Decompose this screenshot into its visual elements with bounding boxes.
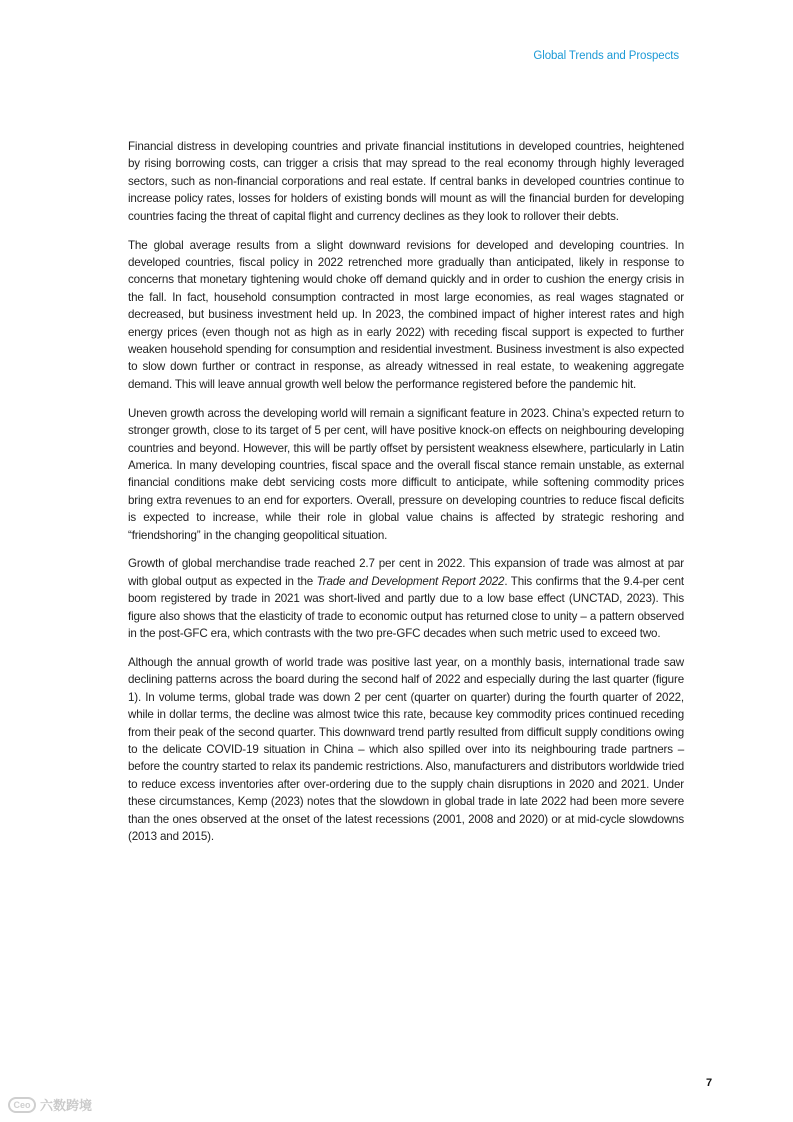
paragraph-4-after: . This confirms that the 9.4-per cent boom registered by trade in 2021 was short-lived and partly due to a low base effect (UNCTAD, 2023). This figure also shows that the elasticity of trade to economic output has returned close to unity – a pattern observed in the post-GFC era, which contrasts with the two pre-GFC decades when such metric used to exceed two. <box>128 574 684 641</box>
watermark <box>8 1095 92 1114</box>
paragraph-4-before: Growth of global merchandise trade reached 2.7 per cent in 2022. This expansion of trade was almost at par with global output as expected in the <box>128 557 684 588</box>
watermark-text: 六数跨境 <box>40 1098 93 1113</box>
body-text <box>128 138 684 857</box>
paragraph-3: Uneven growth across the developing world will remain a significant feature in 2023. China’s expected return to stronger growth, close to its target of 5 per cent, will have positive knock-on effects on neighbouring developing countries and beyond. However, this will be partly offset by persistent weakness elsewhere, particularly in Latin America. In many developing countries, fiscal space and the overall fiscal stance remain unstable, as external financial conditions make debt servicing costs more difficult to anticipate, while softening commodity prices bring extra revenues to an end for exporters. Overall, pressure on developing countries to reduce fiscal deficits is expected to increase, while their role in global value chains is affected by strategic reshoring and “friendshoring” in the changing geopolitical situation. <box>128 406 684 542</box>
report-title: Trade and Development Report 2022 <box>316 574 505 588</box>
paragraph-4 <box>128 555 684 642</box>
running-header: Global Trends and Prospects <box>533 50 679 62</box>
paragraph-2: The global average results from a slight downward revisions for developed and developing countries. In developed countries, fiscal policy in 2022 retrenched more gradually than anticipated, likely in response to concerns that monetary tightening would choke off demand quickly and in order to cushion the energy crisis in the fall. In fact, household consumption contracted in most large economies, as real wages stagnated or decreased, but business investment held up. In 2023, the combined impact of higher interest rates and high energy prices (even though not as high as in early 2022) with receding fiscal support is expected to further weaken household spending for consumption and residential investment. Business investment is also expected to slow down further or contract in response, as already witnessed in real estate, to weakening aggregate demand. This will leave annual growth well below the performance registered before the pandemic hit. <box>128 238 684 391</box>
page-number: 7 <box>706 1077 713 1089</box>
paragraph-5: Although the annual growth of world trade was positive last year, on a monthly basis, international trade saw declining patterns across the board during the second half of 2022 and especially during the last quarter (figure 1). In volume terms, global trade was down 2 per cent (quarter on quarter) during the fourth quarter of 2022, while in dollar terms, the decline was almost twice this rate, because key commodity prices continued receding from their peak of the second quarter. This downward trend partly resulted from difficult supply conditions owing to the delicate COVID-19 situation in China – which also spilled over into its neighbouring trade partners – before the country started to relax its pandemic restrictions. Also, manufacturers and distributors worldwide tried to reduce excess inventories after over-ordering due to the supply chain disruptions in 2020 and 2021. Under these circumstances, Kemp (2023) notes that the slowdown in global trade in late 2022 had been more severe than the ones observed at the onset of the latest recessions (2001, 2008 and 2020) or at mid-cycle slowdowns (2013 and 2015). <box>128 655 684 844</box>
paragraph-1: Financial distress in developing countries and private financial institutions in developed countries, heightened by rising borrowing costs, can trigger a crisis that may spread to the real economy through highly leveraged sectors, such as non-financial corporations and real estate. If central banks in developed countries continue to increase policy rates, losses for holders of existing bonds will mount as will the financial burden for developing countries facing the threat of capital flight and currency declines as they look to rollover their debts. <box>128 140 684 223</box>
watermark-logo-icon: Ceo <box>8 1097 36 1113</box>
